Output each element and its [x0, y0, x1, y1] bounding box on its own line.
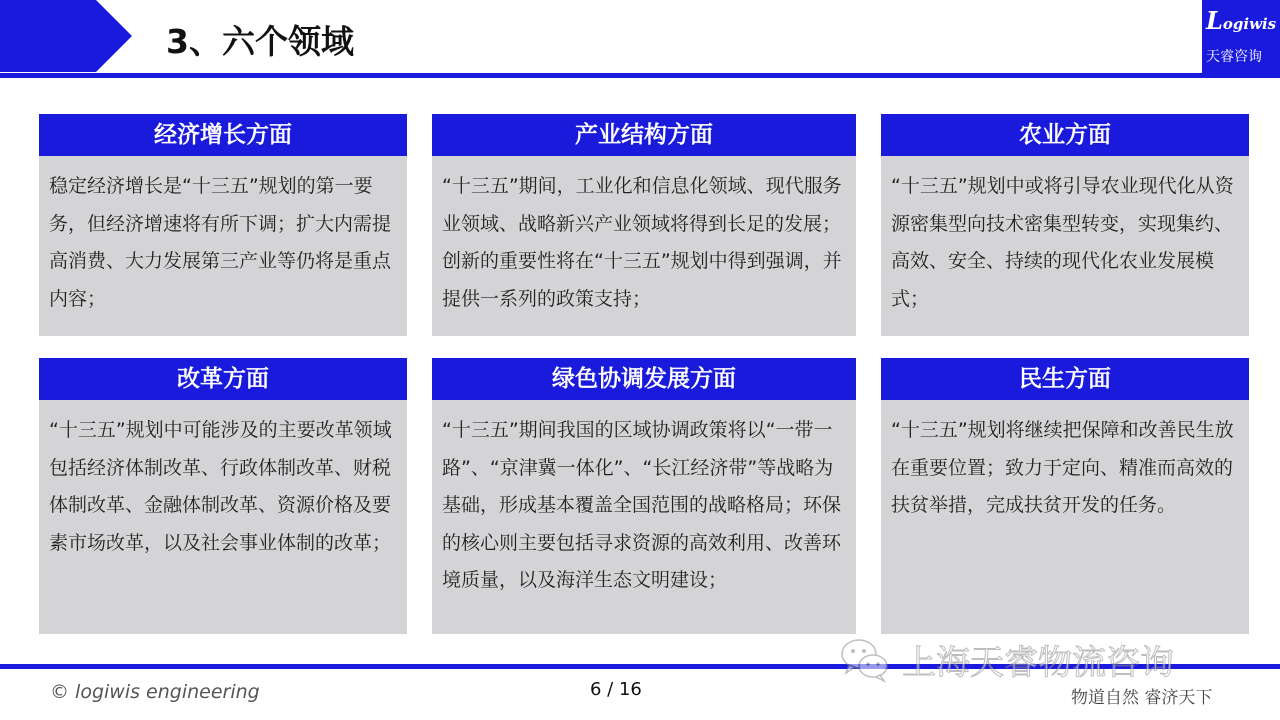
- page-title: 3、六个领域: [166, 22, 354, 61]
- card-reform: [39, 358, 407, 634]
- card-agriculture: [881, 114, 1249, 336]
- card-green-development: [432, 358, 856, 634]
- card-title: 经济增长方面: [39, 114, 407, 156]
- card-industrial-structure: [432, 114, 856, 336]
- footer-slogan: 物道自然 睿济天下: [1071, 688, 1213, 708]
- card-text: “十三五”规划将继续把保障和改善民生放在重要位置；致力于定向、精准而高效的扶贫举措，完成扶贫开发的任务。: [891, 419, 1234, 516]
- logo-wordmark: Logiwis: [1206, 6, 1277, 35]
- card-text: “十三五”规划中或将引导农业现代化从资源密集型向技术密集型转变，实现集约、高效、安全、持续的现代化农业发展模式；: [891, 175, 1234, 310]
- logo-subtitle: 天睿咨询: [1206, 49, 1262, 65]
- card-title: 改革方面: [39, 358, 407, 400]
- card-text: “十三五”规划中可能涉及的主要改革领域包括经济体制改革、行政体制改革、财税体制改革、金融体制改革、资源价格及要素市场改革，以及社会事业体制的改革；: [49, 419, 392, 554]
- header-divider: [0, 73, 1280, 78]
- watermark: [838, 632, 1174, 686]
- card-title: 农业方面: [881, 114, 1249, 156]
- page-number: 6 / 16: [590, 679, 642, 700]
- card-text: “十三五”期间，工业化和信息化领域、现代服务业领域、战略新兴产业领域将得到长足的发展；创新的重要性将在“十三五”规划中得到强调，并提供一系列的政策支持；: [442, 175, 842, 310]
- card-text: “十三五”期间我国的区域协调政策将以“一带一路”、“京津冀一体化”、“长江经济带”等战略为基础，形成基本覆盖全国范围的战略格局；环保的核心则主要包括寻求资源的高效利用、改善环境质量，以及海洋生态文明建设；: [442, 419, 842, 591]
- copyright: © logiwis engineering: [50, 681, 260, 703]
- card-title: 绿色协调发展方面: [432, 358, 856, 400]
- logo: [1202, 0, 1280, 73]
- card-livelihood: [881, 358, 1249, 634]
- title-chevron-decoration: [0, 0, 132, 72]
- card-title: 民生方面: [881, 358, 1249, 400]
- wechat-icon: [838, 632, 892, 686]
- card-title: 产业结构方面: [432, 114, 856, 156]
- watermark-text: 上海天睿物流咨询: [902, 642, 1174, 683]
- card-text: 稳定经济增长是“十三五”规划的第一要务，但经济增速将有所下调；扩大内需提高消费、大力发展第三产业等仍将是重点内容；: [49, 175, 392, 310]
- card-economic-growth: [39, 114, 407, 336]
